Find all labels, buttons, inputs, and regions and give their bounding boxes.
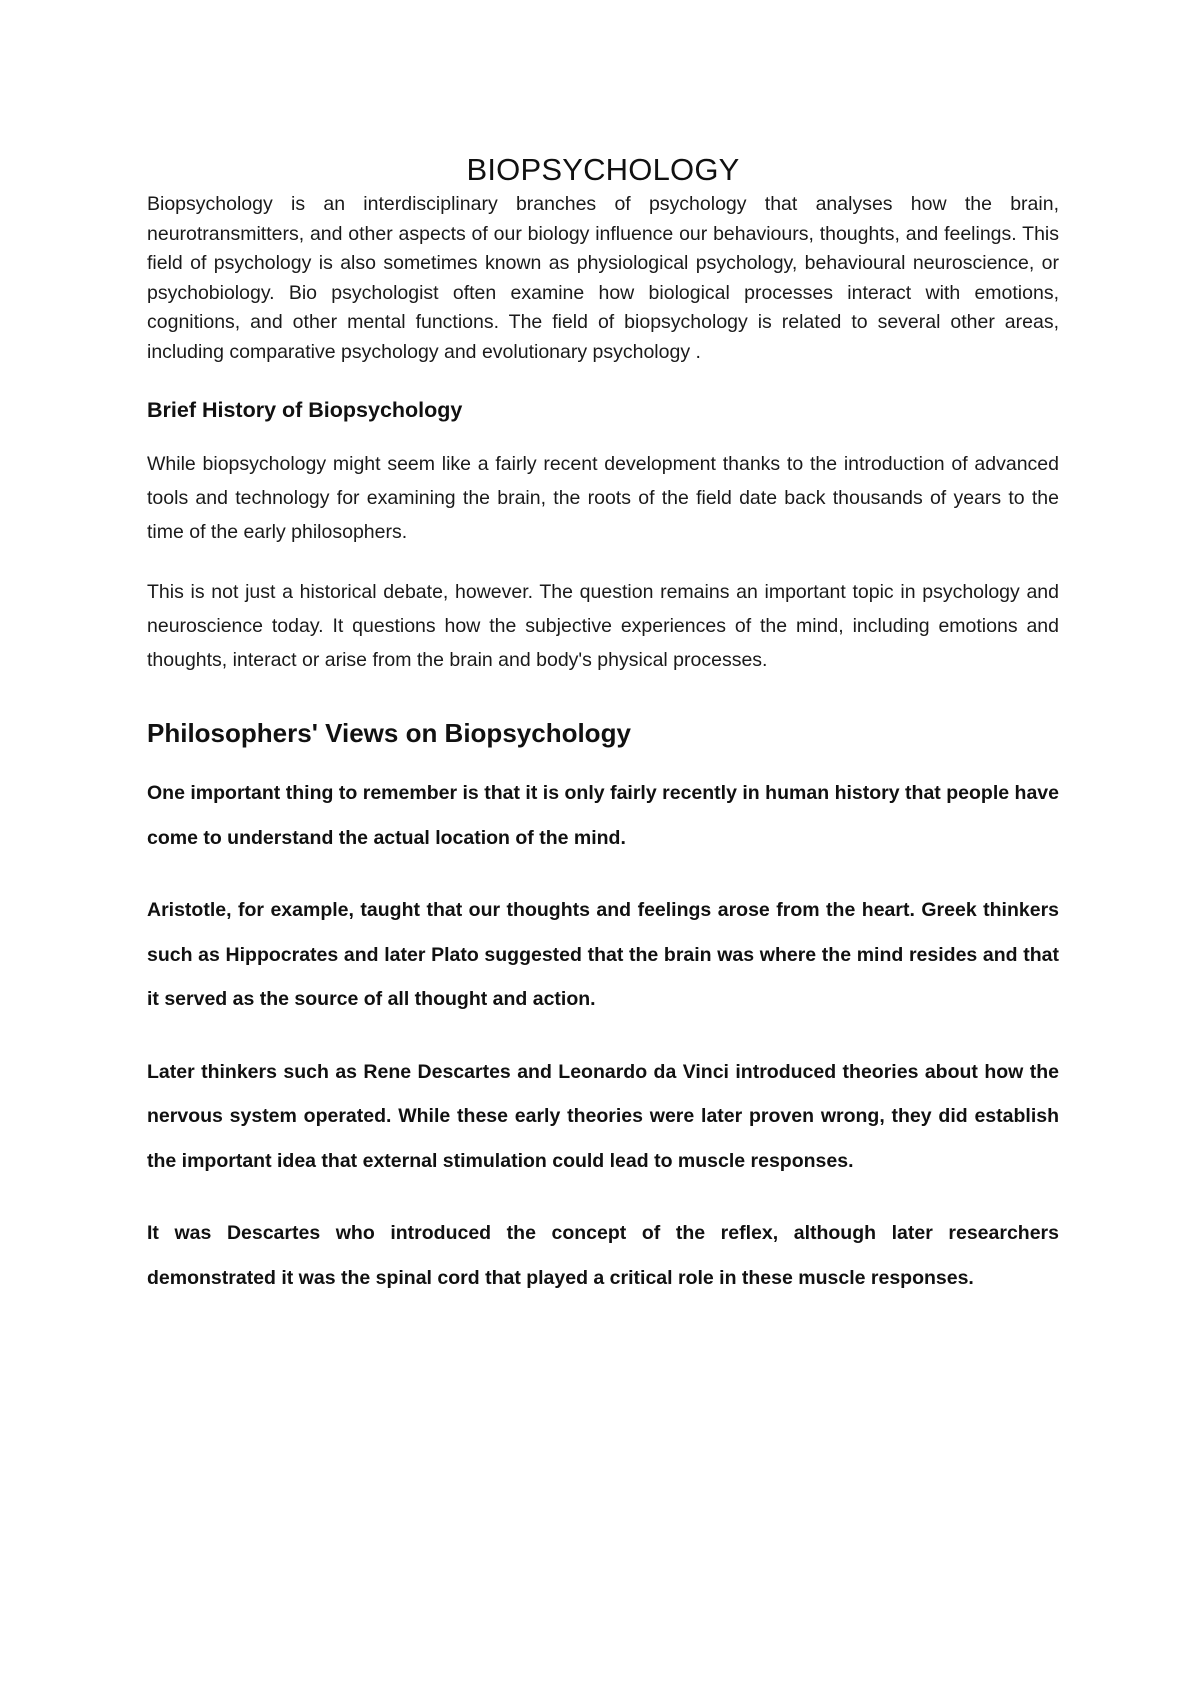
philosophers-paragraph-1: One important thing to remember is that it is only fairly recently in human history that people have come to understand the actual location of the mind.	[147, 782, 1059, 849]
brief-history-paragraph-1: While biopsychology might seem like a fairly recent development thanks to the introduction of advanced tools and technology for examining the brain, the roots of the field date back thousands of years to the time of the early philosophers.	[147, 453, 1059, 543]
document-content	[147, 150, 1059, 1300]
section-heading-philosophers-views: Philosophers' Views on Biopsychology	[147, 718, 631, 748]
philosophers-paragraph-2: Aristotle, for example, taught that our thoughts and feelings arose from the heart. Greek thinkers such as Hippocrates and later Plato suggested that the brain was where the mind resides and that it served as the source of all thought and action.	[147, 899, 1059, 1010]
section-heading-brief-history: Brief History of Biopsychology	[147, 398, 463, 422]
philosophers-paragraph-3: Later thinkers such as Rene Descartes and Leonardo da Vinci introduced theories about how the nervous system operated. While these early theories were later proven wrong, they did establish the important idea that external stimulation could lead to muscle responses.	[147, 1060, 1059, 1172]
document-title: BIOPSYCHOLOGY	[466, 152, 740, 187]
intro-paragraph: Biopsychology is an interdisciplinary branches of psychology that analyses how the brain, neurotransmitters, and other aspects of our biology influence our behaviours, thoughts, and feelings. This field of psychology is also sometimes known as physiological psychology, behavioural neuroscience, or psychobiology. Bio psychologist often examine how biological processes interact with emotions, cognitions, and other mental functions. The field of biopsychology is related to several other areas, including comparative psychology and evolutionary psychology .	[147, 193, 1059, 363]
brief-history-paragraph-2: This is not just a historical debate, however. The question remains an important topic in psychology and neuroscience today. It questions how the subjective experiences of the mind, including emotions and thoughts, interact or arise from the brain and body's physical processes.	[147, 581, 1059, 671]
philosophers-paragraph-4: It was Descartes who introduced the concept of the reflex, although later researchers demonstrated it was the spinal cord that played a critical role in these muscle responses.	[147, 1222, 1059, 1289]
